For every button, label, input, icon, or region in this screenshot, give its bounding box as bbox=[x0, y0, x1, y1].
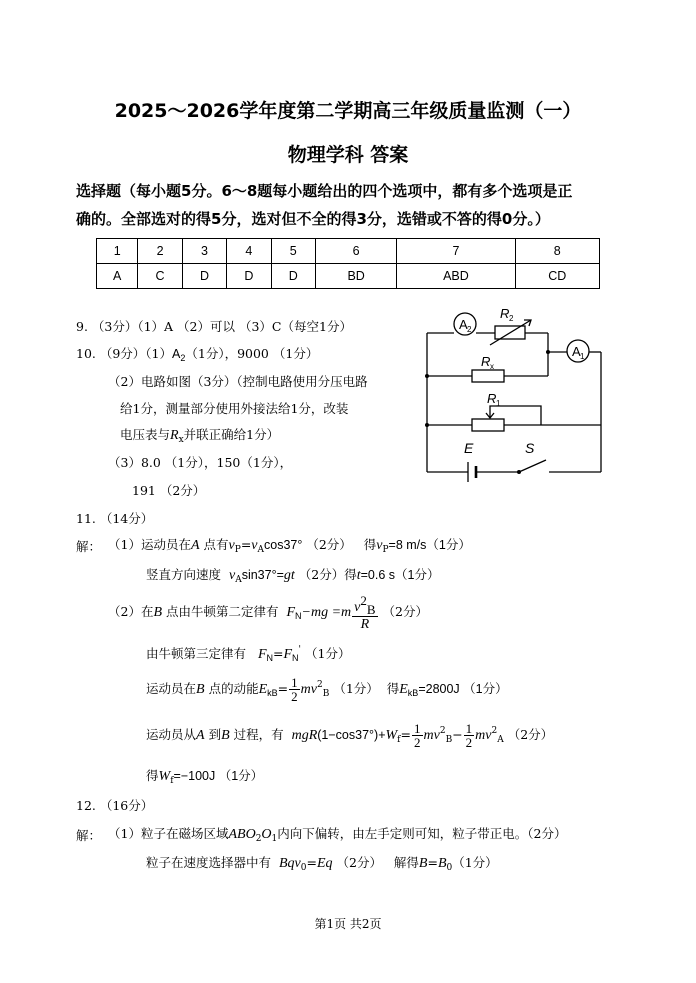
eq: = bbox=[400, 727, 411, 742]
text: （1）运动员在 bbox=[108, 537, 191, 552]
text: 竖直方向速度 bbox=[146, 567, 222, 582]
rx-subscript: x bbox=[178, 435, 184, 445]
table-row-answers bbox=[97, 264, 600, 289]
sub: P bbox=[382, 545, 389, 555]
sub: f bbox=[397, 735, 401, 745]
fraction bbox=[464, 722, 475, 749]
score: （2分） bbox=[336, 855, 382, 870]
var-v: v bbox=[251, 538, 258, 553]
rx-label-sub: x bbox=[490, 362, 494, 371]
sup: 2 bbox=[491, 726, 498, 736]
text: 点的动能 bbox=[208, 681, 259, 696]
var-mg: −mg =m bbox=[301, 605, 352, 620]
var-F: F bbox=[283, 647, 293, 662]
prime: ' bbox=[298, 645, 302, 655]
table-cell: ABD bbox=[397, 264, 515, 289]
q9-line: 9. （3分）（1）A （2）可以 （3）C（每空1分） bbox=[76, 319, 352, 334]
intro-line-1: 选择题（每小题5分。6～8题每小题给出的四个选项中，都有多个选项是正 bbox=[76, 182, 573, 200]
q10-line-6: 191 （2分） bbox=[132, 483, 206, 498]
answer-table bbox=[96, 238, 600, 289]
text: 得 bbox=[363, 537, 377, 552]
numerator: 1 bbox=[291, 675, 298, 690]
text: 粒子在速度选择器中有 bbox=[146, 855, 272, 870]
score: （2分） bbox=[306, 537, 352, 552]
a2-label-sub: 2 bbox=[467, 325, 472, 334]
table-cell: 8 bbox=[515, 239, 599, 264]
text: 得 bbox=[386, 681, 400, 696]
sub: N bbox=[292, 653, 299, 663]
result: =−100J （1分） bbox=[173, 769, 264, 783]
sub: B bbox=[366, 602, 376, 617]
rx-variable: R bbox=[170, 428, 179, 443]
q12-jie: 解： bbox=[76, 828, 102, 843]
var-mv: mv bbox=[475, 728, 492, 743]
numerator: 1 bbox=[414, 721, 421, 736]
score: （2分） bbox=[382, 604, 428, 619]
sub: kB bbox=[407, 688, 419, 698]
sub: 1 bbox=[271, 834, 278, 844]
a1-label: A bbox=[572, 344, 581, 359]
sub: 0 bbox=[300, 863, 307, 873]
eq: = bbox=[277, 681, 289, 696]
q10-line-5: （3）8.0 （1分），150（1分）， bbox=[108, 455, 293, 470]
q11-part2-line5 bbox=[146, 766, 263, 786]
sub: 2 bbox=[255, 834, 262, 844]
expr: (1−cos37°)+ bbox=[317, 728, 386, 742]
a1-label-sub: 1 bbox=[580, 352, 585, 361]
var-E: E bbox=[258, 682, 268, 697]
fraction bbox=[289, 676, 300, 703]
r2-label-sub: 2 bbox=[509, 314, 514, 323]
q10-line-3: 给1分，测量部分使用外接法给1分，改装 bbox=[120, 401, 349, 416]
e-label: E bbox=[464, 440, 474, 456]
a2-subscript: 2 bbox=[180, 353, 186, 363]
sin: sin37°= bbox=[241, 568, 284, 582]
score: （1分） bbox=[305, 646, 351, 661]
sup: 2 bbox=[439, 726, 446, 736]
eq: = bbox=[306, 855, 317, 870]
q10-line-2: （2）电路如图（3分）（控制电路使用分压电路 bbox=[108, 374, 368, 389]
var-ABO: ABO bbox=[228, 827, 256, 842]
text: 解得 bbox=[393, 855, 419, 870]
score: （2分）得 bbox=[298, 567, 357, 582]
sub: B bbox=[445, 735, 453, 745]
var-W: W bbox=[385, 728, 398, 743]
text: 内向下偏转，由左手定则可知，粒子带正电。（2分） bbox=[277, 826, 567, 841]
sub: N bbox=[266, 653, 273, 663]
var-O: O bbox=[261, 827, 272, 842]
q10-head-tail: （1分），9000 （1分） bbox=[185, 346, 319, 361]
q12-line-2 bbox=[146, 853, 498, 873]
score: （1分） bbox=[452, 855, 498, 870]
text: 点由牛顿第二定律有 bbox=[166, 604, 279, 619]
table-cell: 3 bbox=[182, 239, 226, 264]
var-gt: gt bbox=[283, 568, 295, 583]
sub: P bbox=[234, 545, 241, 555]
r1-label: R bbox=[487, 391, 497, 406]
sub: A bbox=[497, 735, 504, 745]
var-v: v bbox=[354, 600, 361, 615]
var-W: W bbox=[158, 769, 171, 784]
sup: 2 bbox=[316, 680, 323, 690]
var-v: v bbox=[228, 568, 236, 583]
q11-jie: 解： bbox=[76, 539, 102, 554]
table-cell: D bbox=[227, 264, 271, 289]
table-cell: C bbox=[138, 264, 182, 289]
numerator: 1 bbox=[465, 721, 473, 736]
q10-line-1 bbox=[76, 344, 318, 363]
cos: cos37° bbox=[264, 538, 303, 552]
eq: = bbox=[273, 646, 284, 661]
var-E: E bbox=[399, 682, 408, 697]
table-cell: 5 bbox=[271, 239, 315, 264]
var-Bqv: Bqv bbox=[278, 856, 301, 871]
var-B: B bbox=[221, 728, 230, 743]
q10-line-4 bbox=[120, 425, 279, 445]
var-B: B bbox=[196, 682, 205, 697]
eq: = bbox=[240, 537, 252, 552]
denominator: 2 bbox=[465, 735, 473, 750]
page-title: 2025～2026学年度第二学期高三年级质量监测（一） bbox=[114, 100, 582, 122]
fraction bbox=[352, 594, 377, 631]
table-cell: CD bbox=[515, 264, 599, 289]
text: 到 bbox=[208, 727, 222, 742]
r2-label: R bbox=[500, 306, 510, 321]
q11-part2-line2 bbox=[146, 644, 350, 663]
var-v: v bbox=[228, 538, 235, 553]
minus: − bbox=[452, 727, 463, 742]
table-cell: 2 bbox=[138, 239, 182, 264]
a2-symbol: A bbox=[172, 347, 181, 361]
text: 点有 bbox=[203, 537, 229, 552]
var-v: v bbox=[376, 538, 383, 553]
var-mv: mv bbox=[423, 728, 440, 743]
q12-line-1 bbox=[108, 824, 567, 844]
a2-label: A bbox=[459, 317, 468, 332]
q11-part1-line2 bbox=[146, 565, 439, 585]
fraction bbox=[412, 722, 423, 749]
q11-part1-line1 bbox=[108, 535, 471, 555]
sub: kB bbox=[267, 688, 278, 698]
table-cell: D bbox=[271, 264, 315, 289]
sup: 2 bbox=[360, 593, 367, 608]
var-B: B bbox=[418, 856, 428, 871]
q10-line-4-a: 电压表与 bbox=[120, 427, 171, 442]
q10-line-4-b: 并联正确给1分） bbox=[183, 427, 280, 442]
var-Eq: Eq bbox=[316, 856, 333, 871]
table-cell: 6 bbox=[315, 239, 396, 264]
result: =8 m/s（1分） bbox=[388, 538, 471, 552]
q10-head: 10. （9分）（1） bbox=[76, 346, 173, 361]
var-A: A bbox=[190, 538, 200, 553]
sub: N bbox=[295, 611, 302, 621]
q11-part2-line4 bbox=[146, 722, 553, 749]
table-cell: BD bbox=[315, 264, 396, 289]
table-cell: A bbox=[97, 264, 138, 289]
var-A: A bbox=[196, 728, 205, 743]
sub: 0 bbox=[446, 863, 453, 873]
s-label: S bbox=[525, 440, 535, 456]
denominator: 2 bbox=[414, 735, 421, 750]
score: （1分） bbox=[333, 681, 379, 696]
denominator: 2 bbox=[291, 689, 298, 704]
text: 运动员从 bbox=[146, 727, 197, 742]
var-F: F bbox=[286, 605, 296, 620]
result: =2800J （1分） bbox=[418, 682, 508, 696]
var-mv: mv bbox=[300, 682, 317, 697]
sub: A bbox=[235, 575, 242, 585]
q11-part2-line1 bbox=[108, 594, 428, 631]
text: 得 bbox=[146, 768, 159, 783]
score: （2分） bbox=[507, 727, 554, 742]
result: =0.6 s（1分） bbox=[360, 568, 440, 582]
var-t: t bbox=[356, 568, 361, 583]
q11-head: 11. （14分） bbox=[76, 511, 154, 526]
table-cell: 7 bbox=[397, 239, 515, 264]
q12-head: 12. （16分） bbox=[76, 798, 154, 813]
text: 运动员在 bbox=[146, 681, 197, 696]
page-footer: 第1页 共2页 bbox=[314, 917, 382, 931]
r1-label-sub: 1 bbox=[496, 399, 501, 408]
var-mgR: mgR bbox=[291, 728, 318, 743]
eq: = bbox=[427, 855, 438, 870]
text: （1）粒子在磁场区域 bbox=[108, 826, 229, 841]
var-R: R bbox=[360, 617, 370, 632]
table-cell: D bbox=[182, 264, 226, 289]
table-row-numbers bbox=[97, 239, 600, 264]
table-cell: 1 bbox=[97, 239, 138, 264]
text: （2）在 bbox=[108, 604, 154, 619]
text: 由牛顿第三定律有 bbox=[146, 646, 247, 661]
sub: f bbox=[170, 776, 174, 786]
sub: A bbox=[257, 545, 265, 555]
text: 过程，有 bbox=[233, 727, 284, 742]
rx-label: R bbox=[481, 354, 491, 369]
table-cell: 4 bbox=[227, 239, 271, 264]
var-B: B bbox=[437, 856, 447, 871]
intro-line-2: 确的。全部选对的得5分，选对但不全的得3分，选错或不答的得0分。） bbox=[76, 210, 550, 228]
var-F: F bbox=[257, 647, 267, 662]
var-B: B bbox=[153, 605, 163, 620]
page-subtitle: 物理学科 答案 bbox=[287, 144, 409, 166]
q11-part2-line3 bbox=[146, 676, 508, 703]
sub: B bbox=[322, 689, 330, 699]
